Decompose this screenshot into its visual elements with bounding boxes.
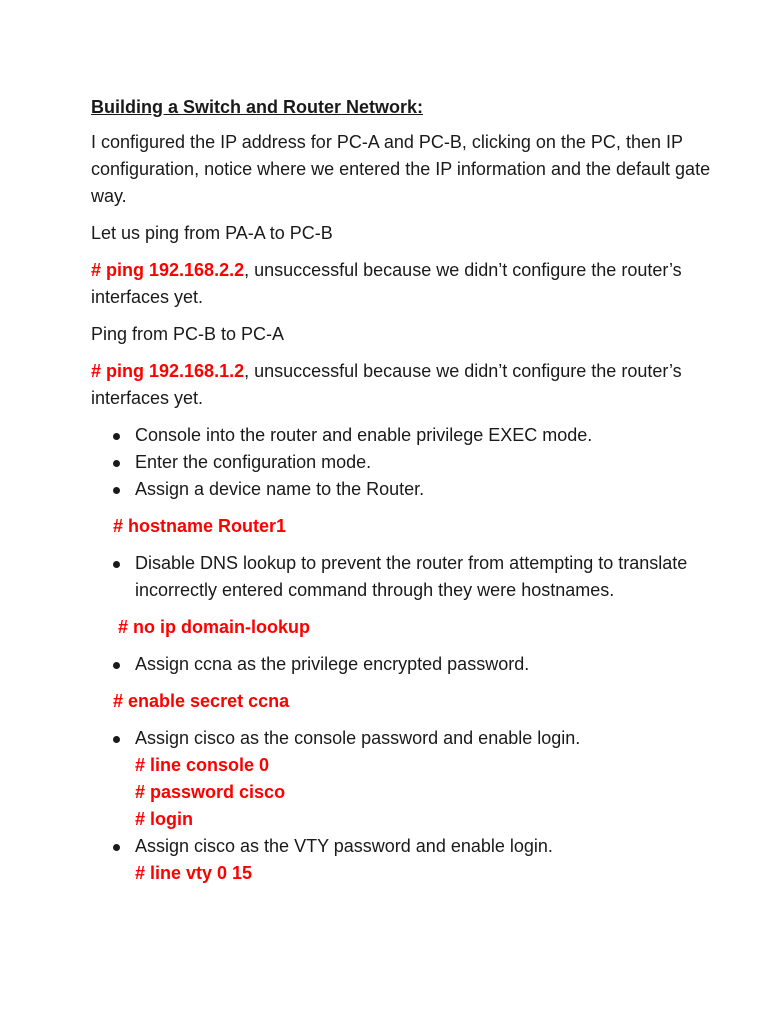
console-command: # line console 0 [135, 755, 270, 775]
list-item: Assign cisco as the VTY password and enable login. # line vty 0 15 [91, 833, 711, 887]
vty-command: # line vty 0 15 [135, 863, 253, 883]
list-item: Assign a device name to the Router. [91, 476, 711, 503]
document-title: Building a Switch and Router Network: [91, 97, 424, 117]
bullet-icon [113, 487, 120, 494]
ping1-result: , unsuccessful because we didn’t configure the router’s interfaces yet. [91, 260, 682, 307]
document-page [91, 94, 711, 897]
ping1-command: # ping 192.168.2.2 [91, 260, 245, 280]
ping2-command: # ping 192.168.1.2 [91, 361, 245, 381]
intro-paragraph: I configured the IP address for PC-A and PC-B, clicking on the PC, then IP configuration, notice where we entered the IP information and the default gate way. [91, 132, 711, 206]
ping2-label: Ping from PC-B to PC-A [91, 324, 285, 344]
console-password-command: # password cisco [135, 782, 286, 802]
ping1-label: Let us ping from PA-A to PC-B [91, 223, 333, 243]
bullet-icon [113, 561, 120, 568]
bullet-list-passwords [91, 725, 711, 887]
bullet-icon [113, 433, 120, 440]
bullet-icon [113, 844, 120, 851]
bullet-icon [113, 662, 120, 669]
bullet-icon [113, 460, 120, 467]
bullet-list-dns [91, 550, 711, 604]
dns-command: # no ip domain-lookup [118, 617, 310, 637]
list-item: Assign cisco as the console password and enable login. # line console 0 # password cisco # login [91, 725, 711, 833]
ping2-paragraph [91, 358, 711, 412]
bullet-list-secret [91, 651, 711, 678]
ping2-result: , unsuccessful because we didn’t configure the router’s interfaces yet. [91, 361, 682, 408]
secret-command: # enable secret ccna [113, 691, 290, 711]
bullet-list-router-setup [91, 422, 711, 503]
console-login-command: # login [135, 809, 193, 829]
list-item: Console into the router and enable privilege EXEC mode. [91, 422, 711, 449]
list-item: Enter the configuration mode. [91, 449, 711, 476]
ping1-paragraph [91, 257, 711, 311]
list-item: Assign ccna as the privilege encrypted password. [91, 651, 711, 678]
bullet-icon [113, 736, 120, 743]
list-item: Disable DNS lookup to prevent the router from attempting to translate incorrectly entered command through they were hostnames. [91, 550, 711, 604]
hostname-command: # hostname Router1 [113, 516, 287, 536]
